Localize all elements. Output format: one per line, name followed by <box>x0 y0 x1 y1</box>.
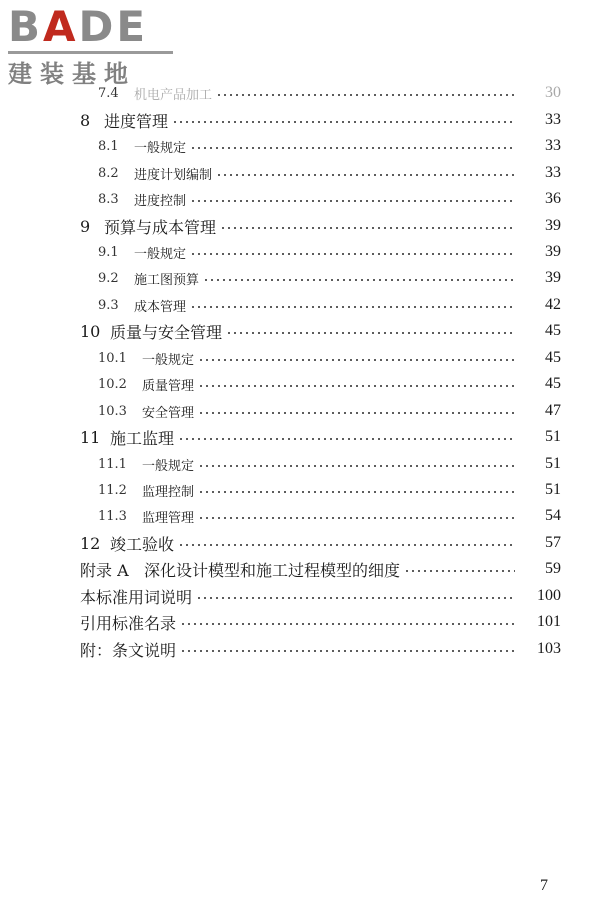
toc-number: 11 <box>80 427 101 447</box>
toc-page-number: 39 <box>545 269 561 286</box>
toc-title: 安全管理 <box>142 405 195 421</box>
toc-number: 8 <box>80 110 91 130</box>
toc-title: 施工监理 <box>110 428 175 448</box>
toc-number: 12 <box>80 533 101 553</box>
toc-page-number: 39 <box>545 243 561 260</box>
toc-page-number: 30 <box>545 84 561 101</box>
toc-entry <box>0 318 600 344</box>
toc-leader-dots <box>196 596 515 600</box>
toc-leader-dots <box>190 252 515 256</box>
toc-title: 质量管理 <box>142 378 195 394</box>
toc-entry <box>0 345 600 371</box>
toc-page-number: 33 <box>545 137 561 154</box>
toc-page-number: 39 <box>545 217 561 234</box>
toc-title: 机电产品加工 <box>134 87 213 103</box>
logo-letter: D <box>78 2 117 51</box>
toc-entry <box>0 371 600 397</box>
toc-entry <box>0 292 600 318</box>
toc-entry <box>0 530 600 556</box>
toc-title: 附：条文说明 <box>80 640 177 660</box>
toc-title: 深化设计模型和施工过程模型的细度 <box>144 560 401 580</box>
toc-title: 一般规定 <box>134 140 187 156</box>
toc-entry <box>0 583 600 609</box>
logo-divider <box>8 51 173 54</box>
toc-number: 10 <box>80 321 101 341</box>
toc-leader-dots <box>198 384 515 388</box>
toc-leader-dots <box>180 622 515 626</box>
toc-entry <box>0 398 600 424</box>
toc-number: 11.2 <box>98 482 127 498</box>
toc-entry <box>0 80 600 106</box>
toc-leader-dots <box>172 120 515 124</box>
toc-number: 8.2 <box>98 165 119 181</box>
toc-page-number: 101 <box>537 613 561 630</box>
toc-leader-dots <box>220 226 515 230</box>
toc-number: 9.2 <box>98 270 119 286</box>
toc-title: 竣工验收 <box>110 534 175 554</box>
toc-title: 一般规定 <box>134 246 187 262</box>
toc-title: 一般规定 <box>142 458 195 474</box>
toc-entry <box>0 213 600 239</box>
toc-page-number: 51 <box>545 428 561 445</box>
toc-title: 进度管理 <box>104 111 169 131</box>
logo-wordmark <box>8 4 178 50</box>
toc-title: 进度计划编制 <box>134 167 213 183</box>
toc-title: 监理管理 <box>142 510 195 526</box>
toc-title: 进度控制 <box>134 193 187 209</box>
toc-page-number: 57 <box>545 534 561 551</box>
toc-title: 成本管理 <box>134 299 187 315</box>
toc-number: 9.3 <box>98 297 119 313</box>
toc-leader-dots <box>226 331 515 335</box>
toc-page-number: 42 <box>545 296 561 313</box>
toc-leader-dots <box>190 146 515 150</box>
toc-page-number: 103 <box>537 640 561 657</box>
toc-entry <box>0 477 600 503</box>
toc-title: 本标准用词说明 <box>80 587 193 607</box>
toc-page-number: 54 <box>545 507 561 524</box>
toc-number: 10.1 <box>98 350 127 366</box>
toc-leader-dots <box>198 464 515 468</box>
toc-number: 7.4 <box>98 85 119 101</box>
toc-title: 一般规定 <box>142 352 195 368</box>
toc-page-number: 100 <box>537 587 561 604</box>
toc-leader-dots <box>404 569 515 573</box>
toc-page-number: 33 <box>545 111 561 128</box>
toc-number: 附录 A <box>80 560 129 580</box>
toc-page-number: 47 <box>545 402 561 419</box>
toc-leader-dots <box>180 649 515 653</box>
toc-entry <box>0 556 600 582</box>
toc-entry <box>0 424 600 450</box>
toc-entry <box>0 239 600 265</box>
toc-leader-dots <box>216 173 515 177</box>
toc-number: 8.3 <box>98 191 119 207</box>
toc-leader-dots <box>198 358 515 362</box>
toc-leader-dots <box>190 199 515 203</box>
toc-entry <box>0 186 600 212</box>
toc-title: 引用标准名录 <box>80 613 177 633</box>
toc-page-number: 51 <box>545 481 561 498</box>
toc-leader-dots <box>190 305 515 309</box>
toc-number: 8.1 <box>98 138 119 154</box>
toc-number: 9 <box>80 216 91 236</box>
logo-letter: B <box>8 2 44 51</box>
toc-leader-dots <box>198 516 515 520</box>
toc-entry <box>0 503 600 529</box>
toc-page-number: 45 <box>545 349 561 366</box>
toc-entry <box>0 636 600 662</box>
logo-subtitle: 建装基地 <box>8 60 136 88</box>
toc-entry <box>0 451 600 477</box>
toc-page-number: 59 <box>545 560 561 577</box>
toc-title: 预算与成本管理 <box>104 217 217 237</box>
toc-entry <box>0 609 600 635</box>
toc-page-number: 33 <box>545 164 561 181</box>
logo-letter: E <box>116 2 149 51</box>
toc-page-number: 36 <box>545 190 561 207</box>
toc-leader-dots <box>198 411 515 415</box>
toc-number: 11.1 <box>98 456 127 472</box>
toc-page-number: 51 <box>545 455 561 472</box>
toc-leader-dots <box>216 93 515 97</box>
logo-letter: A <box>43 2 79 51</box>
toc-leader-dots <box>203 278 515 282</box>
toc-number: 11.3 <box>98 508 127 524</box>
toc-entry <box>0 107 600 133</box>
toc-leader-dots <box>178 543 515 547</box>
toc-title: 施工图预算 <box>134 272 200 288</box>
toc-entry <box>0 133 600 159</box>
toc-page-number: 45 <box>545 375 561 392</box>
toc-title: 监理控制 <box>142 484 195 500</box>
toc-number: 10.3 <box>98 403 127 419</box>
toc-title: 质量与安全管理 <box>110 322 223 342</box>
toc-leader-dots <box>198 490 515 494</box>
toc-leader-dots <box>178 437 515 441</box>
toc-entry <box>0 160 600 186</box>
toc-page-number: 45 <box>545 322 561 339</box>
page-number: 7 <box>540 877 548 894</box>
toc-number: 9.1 <box>98 244 119 260</box>
toc-entry <box>0 265 600 291</box>
toc-number: 10.2 <box>98 376 127 392</box>
